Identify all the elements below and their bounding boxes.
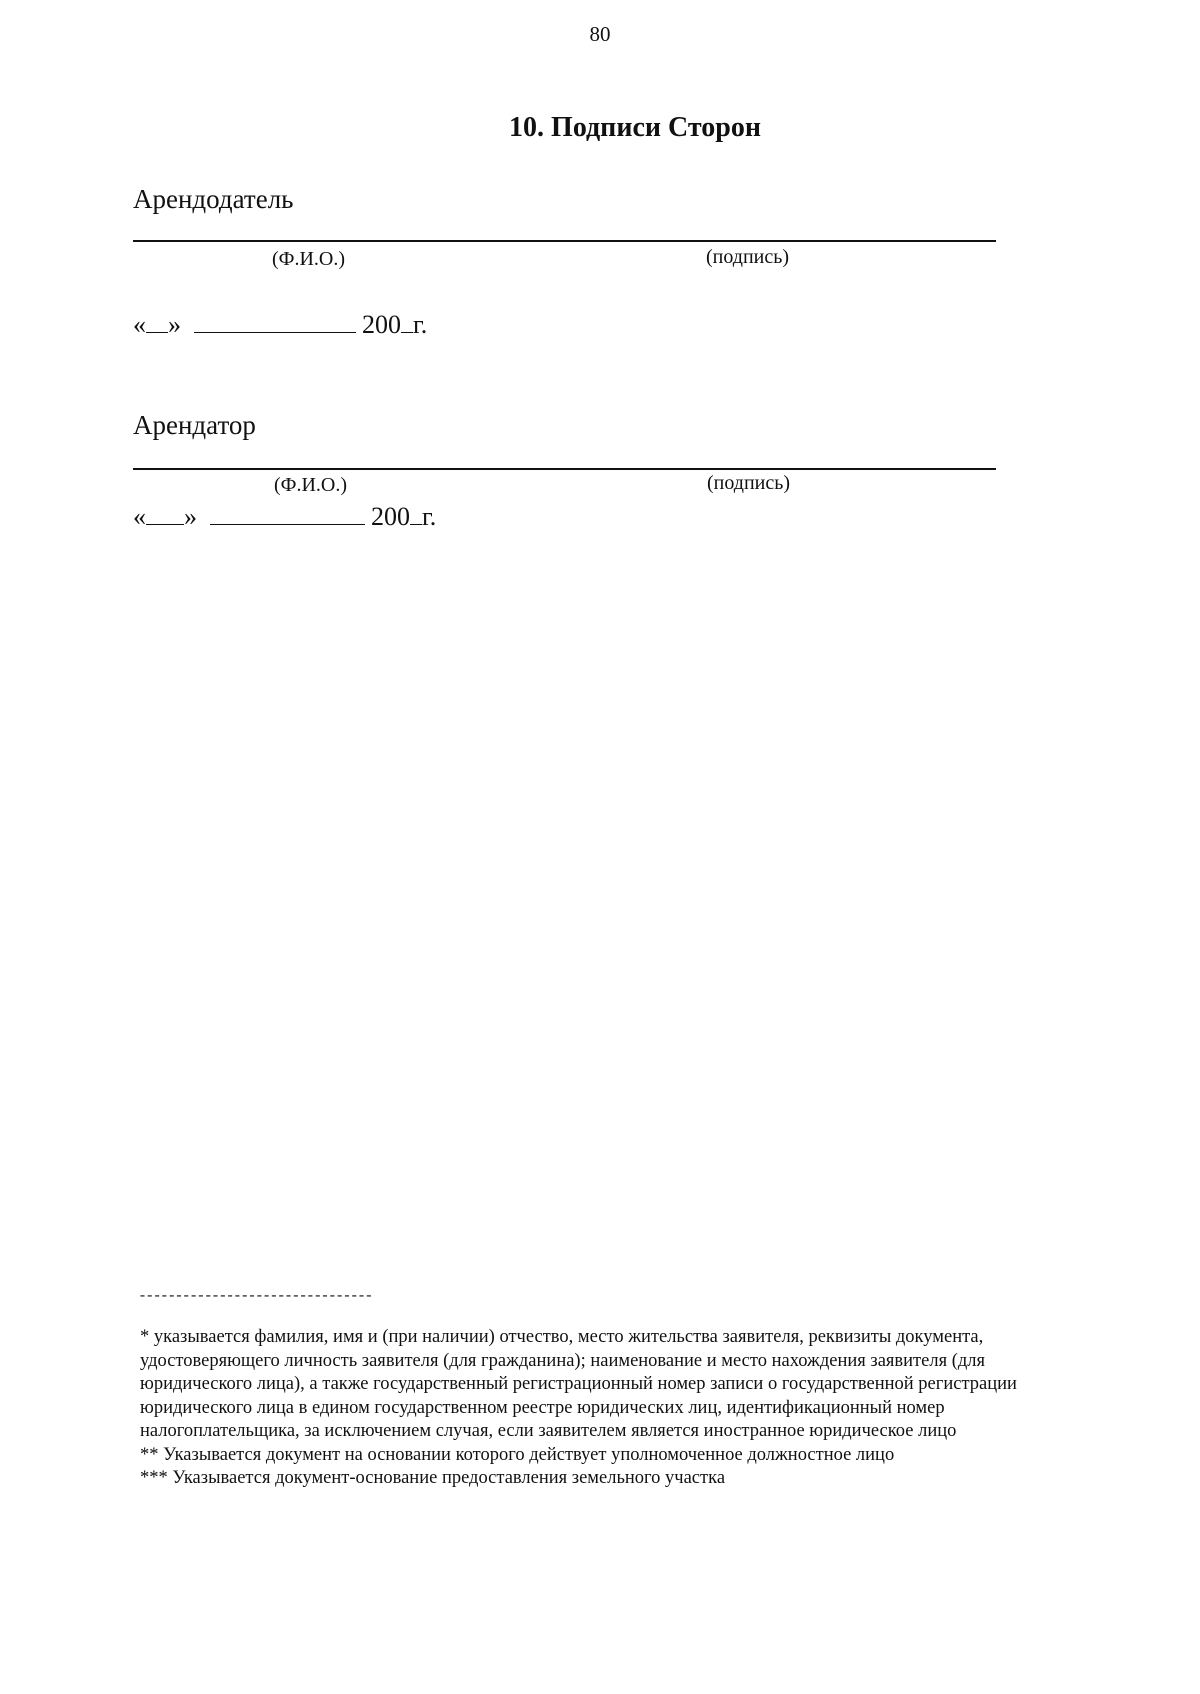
footnote-star1-line: налогоплательщика, за исключением случая, если заявителем является иностранное юридическое лицо xyxy=(140,1421,957,1441)
footnote-star3: *** Указывается документ-основание предоставления земельного участка xyxy=(140,1468,726,1488)
footnote-star2: ** Указывается документ на основании которого действует уполномоченное должностное лицо xyxy=(140,1444,895,1465)
footnote-star1-line: * указывается фамилия, имя и (при наличии) отчество, место жительства заявителя, реквизиты документа, xyxy=(140,1327,984,1347)
page-number: 80 xyxy=(589,22,611,46)
tenant-signature-line[interactable] xyxy=(133,468,996,470)
tenant-fio-caption: (Ф.И.О.) xyxy=(274,474,348,496)
landlord-day-blank[interactable] xyxy=(146,308,168,333)
footnote-star1-line: юридического лица), а также государственный регистрационный номер записи о государственной регистрации xyxy=(140,1374,1017,1394)
footnote-star1-line: удостоверяющего личность заявителя (для гражданина); наименование и место нахождения заявителя (для xyxy=(140,1350,986,1371)
landlord-label: Арендодатель xyxy=(133,184,294,214)
footnote-star1-line: юридического лица в едином государственном реестре юридических лиц, идентификационный номер xyxy=(140,1397,945,1418)
landlord-month-blank[interactable] xyxy=(194,308,356,333)
tenant-day-blank[interactable] xyxy=(146,500,184,525)
tenant-year-blank[interactable] xyxy=(410,500,422,525)
landlord-signature-line[interactable] xyxy=(133,240,996,242)
footnotes xyxy=(140,1326,1160,1491)
landlord-signature-caption: (подпись) xyxy=(706,246,790,268)
landlord-date: « » 200 г. xyxy=(133,310,428,339)
landlord-year-blank[interactable] xyxy=(401,308,413,333)
tenant-signature-caption: (подпись) xyxy=(707,472,791,494)
tenant-month-blank[interactable] xyxy=(210,500,365,525)
tenant-label: Арендатор xyxy=(133,410,256,440)
tenant-date: « » 200 г. xyxy=(133,502,437,531)
landlord-fio-caption: (Ф.И.О.) xyxy=(272,248,346,270)
section-title: 10. Подписи Сторон xyxy=(509,112,761,143)
footnote-separator: -------------------------------- xyxy=(138,1288,372,1305)
